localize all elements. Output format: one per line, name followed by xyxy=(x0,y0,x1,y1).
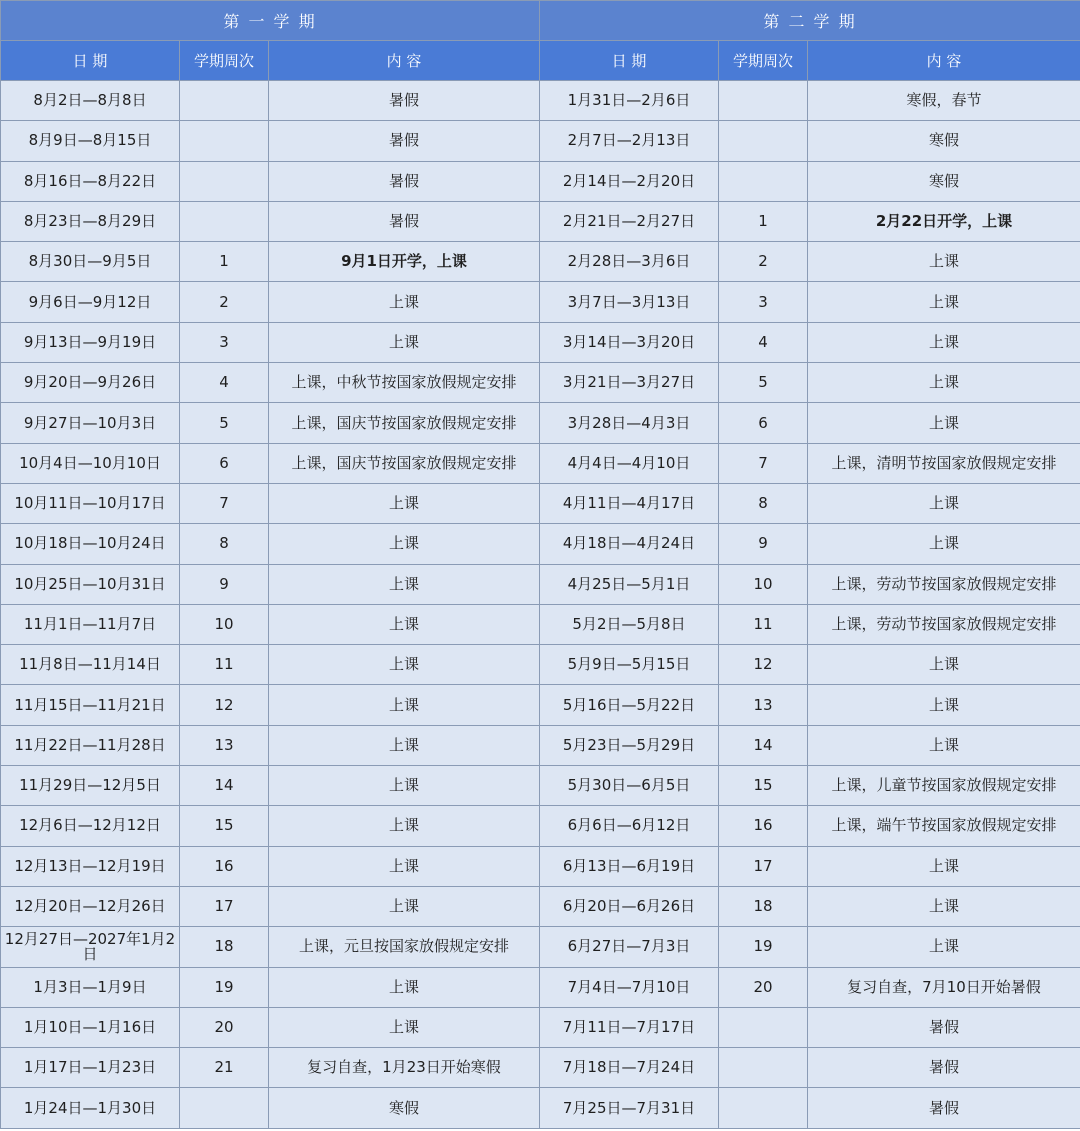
table-row xyxy=(1,604,1080,644)
cell-week-2: 19 xyxy=(719,927,808,967)
cell-date-2: 2月14日—2月20日 xyxy=(540,161,719,201)
cell-content-1: 上课 xyxy=(269,967,540,1007)
cell-week-2: 10 xyxy=(719,564,808,604)
cell-date-2: 5月9日—5月15日 xyxy=(540,645,719,685)
cell-week-2: 8 xyxy=(719,483,808,523)
table-row xyxy=(1,725,1080,765)
table-row xyxy=(1,443,1080,483)
cell-content-2: 上课 xyxy=(808,524,1080,564)
cell-content-2: 上课 xyxy=(808,322,1080,362)
cell-week-2: 20 xyxy=(719,967,808,1007)
cell-date-1: 11月22日—11月28日 xyxy=(1,725,180,765)
cell-date-2: 6月20日—6月26日 xyxy=(540,886,719,926)
cell-date-2: 7月4日—7月10日 xyxy=(540,967,719,1007)
cell-date-2: 2月28日—3月6日 xyxy=(540,242,719,282)
cell-week-1: 19 xyxy=(180,967,269,1007)
cell-content-2: 上课，端午节按国家放假规定安排 xyxy=(808,806,1080,846)
cell-content-2: 暑假 xyxy=(808,1088,1080,1128)
cell-content-1: 上课 xyxy=(269,685,540,725)
cell-date-1: 10月25日—10月31日 xyxy=(1,564,180,604)
cell-date-2: 7月11日—7月17日 xyxy=(540,1007,719,1047)
cell-content-2: 上课 xyxy=(808,483,1080,523)
cell-content-2: 2月22日开学，上课 xyxy=(808,201,1080,241)
cell-week-2: 9 xyxy=(719,524,808,564)
cell-week-2: 17 xyxy=(719,846,808,886)
cell-date-1: 8月30日—9月5日 xyxy=(1,242,180,282)
cell-date-1: 11月15日—11月21日 xyxy=(1,685,180,725)
cell-week-2 xyxy=(719,1007,808,1047)
cell-date-1: 8月23日—8月29日 xyxy=(1,201,180,241)
table-row xyxy=(1,483,1080,523)
cell-date-1: 11月1日—11月7日 xyxy=(1,604,180,644)
cell-week-2 xyxy=(719,1088,808,1128)
cell-content-2: 上课 xyxy=(808,363,1080,403)
cell-date-1: 10月4日—10月10日 xyxy=(1,443,180,483)
cell-content-1: 上课 xyxy=(269,846,540,886)
cell-content-2: 寒假，春节 xyxy=(808,81,1080,121)
cell-content-1: 暑假 xyxy=(269,161,540,201)
cell-content-1: 上课 xyxy=(269,886,540,926)
col-week-2: 学期周次 xyxy=(719,41,808,81)
cell-week-1: 13 xyxy=(180,725,269,765)
cell-date-1: 11月8日—11月14日 xyxy=(1,645,180,685)
table-row xyxy=(1,846,1080,886)
cell-content-2: 上课 xyxy=(808,645,1080,685)
cell-content-1: 上课，国庆节按国家放假规定安排 xyxy=(269,403,540,443)
cell-week-1: 7 xyxy=(180,483,269,523)
cell-week-1: 20 xyxy=(180,1007,269,1047)
cell-week-2 xyxy=(719,81,808,121)
semester-header-row xyxy=(1,1,1080,41)
cell-date-2: 5月16日—5月22日 xyxy=(540,685,719,725)
cell-content-1: 上课 xyxy=(269,766,540,806)
table-row xyxy=(1,1088,1080,1128)
cell-content-2: 上课 xyxy=(808,282,1080,322)
cell-date-2: 4月11日—4月17日 xyxy=(540,483,719,523)
table-row xyxy=(1,242,1080,282)
cell-date-1: 9月6日—9月12日 xyxy=(1,282,180,322)
cell-content-1: 上课 xyxy=(269,483,540,523)
cell-date-1: 1月3日—1月9日 xyxy=(1,967,180,1007)
cell-date-1: 9月20日—9月26日 xyxy=(1,363,180,403)
col-date-2: 日 期 xyxy=(540,41,719,81)
cell-date-2: 6月6日—6月12日 xyxy=(540,806,719,846)
cell-date-1: 12月6日—12月12日 xyxy=(1,806,180,846)
cell-week-1: 11 xyxy=(180,645,269,685)
cell-content-1: 上课，国庆节按国家放假规定安排 xyxy=(269,443,540,483)
table-row xyxy=(1,201,1080,241)
column-header-row xyxy=(1,41,1080,81)
cell-week-2: 11 xyxy=(719,604,808,644)
cell-content-1: 上课 xyxy=(269,806,540,846)
cell-content-1: 上课 xyxy=(269,1007,540,1047)
cell-date-2: 1月31日—2月6日 xyxy=(540,81,719,121)
cell-week-1: 5 xyxy=(180,403,269,443)
cell-date-2: 6月27日—7月3日 xyxy=(540,927,719,967)
table-row xyxy=(1,967,1080,1007)
table-row xyxy=(1,282,1080,322)
cell-date-1: 10月18日—10月24日 xyxy=(1,524,180,564)
cell-content-2: 上课 xyxy=(808,242,1080,282)
cell-date-1: 8月9日—8月15日 xyxy=(1,121,180,161)
table-row xyxy=(1,645,1080,685)
cell-date-2: 3月28日—4月3日 xyxy=(540,403,719,443)
cell-week-1: 21 xyxy=(180,1048,269,1088)
cell-week-1: 15 xyxy=(180,806,269,846)
cell-date-2: 5月30日—6月5日 xyxy=(540,766,719,806)
cell-week-2: 2 xyxy=(719,242,808,282)
table-row xyxy=(1,81,1080,121)
cell-date-1: 1月17日—1月23日 xyxy=(1,1048,180,1088)
cell-week-2 xyxy=(719,121,808,161)
cell-date-2: 2月21日—2月27日 xyxy=(540,201,719,241)
cell-content-2: 上课 xyxy=(808,403,1080,443)
cell-date-1: 10月11日—10月17日 xyxy=(1,483,180,523)
table-row xyxy=(1,403,1080,443)
cell-date-1: 9月27日—10月3日 xyxy=(1,403,180,443)
cell-date-1: 12月27日—2027年1月2日 xyxy=(1,927,180,967)
cell-date-1: 11月29日—12月5日 xyxy=(1,766,180,806)
cell-content-1: 暑假 xyxy=(269,201,540,241)
cell-week-1: 17 xyxy=(180,886,269,926)
table-row xyxy=(1,564,1080,604)
cell-week-1: 2 xyxy=(180,282,269,322)
cell-week-2: 15 xyxy=(719,766,808,806)
cell-week-2 xyxy=(719,161,808,201)
col-content-2: 内 容 xyxy=(808,41,1080,81)
cell-content-2: 上课，劳动节按国家放假规定安排 xyxy=(808,604,1080,644)
cell-content-2: 上课 xyxy=(808,846,1080,886)
cell-content-1: 9月1日开学，上课 xyxy=(269,242,540,282)
cell-content-1: 上课 xyxy=(269,282,540,322)
cell-date-2: 7月18日—7月24日 xyxy=(540,1048,719,1088)
cell-content-2: 暑假 xyxy=(808,1007,1080,1047)
table-row xyxy=(1,927,1080,967)
cell-content-1: 上课 xyxy=(269,604,540,644)
cell-week-1 xyxy=(180,121,269,161)
cell-content-2: 上课，儿童节按国家放假规定安排 xyxy=(808,766,1080,806)
cell-week-1 xyxy=(180,81,269,121)
cell-content-1: 上课，中秋节按国家放假规定安排 xyxy=(269,363,540,403)
cell-content-1: 上课 xyxy=(269,564,540,604)
cell-week-2: 7 xyxy=(719,443,808,483)
cell-week-2: 14 xyxy=(719,725,808,765)
cell-content-2: 寒假 xyxy=(808,161,1080,201)
cell-week-1: 12 xyxy=(180,685,269,725)
cell-week-2: 16 xyxy=(719,806,808,846)
cell-content-1: 暑假 xyxy=(269,81,540,121)
cell-week-1 xyxy=(180,161,269,201)
cell-date-1: 8月2日—8月8日 xyxy=(1,81,180,121)
table-row xyxy=(1,121,1080,161)
cell-week-1: 10 xyxy=(180,604,269,644)
table-row xyxy=(1,1048,1080,1088)
cell-week-1: 14 xyxy=(180,766,269,806)
cell-date-2: 4月25日—5月1日 xyxy=(540,564,719,604)
cell-content-1: 上课 xyxy=(269,322,540,362)
semester-1-title: 第 一 学 期 xyxy=(1,1,540,41)
calendar-body xyxy=(1,81,1080,1129)
cell-date-2: 3月7日—3月13日 xyxy=(540,282,719,322)
cell-week-2: 13 xyxy=(719,685,808,725)
semester-2-title: 第 二 学 期 xyxy=(540,1,1080,41)
cell-content-2: 上课 xyxy=(808,927,1080,967)
cell-week-2: 5 xyxy=(719,363,808,403)
cell-content-2: 上课 xyxy=(808,685,1080,725)
cell-week-1: 9 xyxy=(180,564,269,604)
cell-content-2: 上课 xyxy=(808,886,1080,926)
cell-date-2: 4月4日—4月10日 xyxy=(540,443,719,483)
cell-content-1: 上课，元旦按国家放假规定安排 xyxy=(269,927,540,967)
cell-week-1: 3 xyxy=(180,322,269,362)
cell-date-2: 4月18日—4月24日 xyxy=(540,524,719,564)
cell-week-1: 4 xyxy=(180,363,269,403)
cell-date-1: 12月13日—12月19日 xyxy=(1,846,180,886)
table-row xyxy=(1,161,1080,201)
cell-week-2: 1 xyxy=(719,201,808,241)
cell-week-2 xyxy=(719,1048,808,1088)
cell-week-1: 8 xyxy=(180,524,269,564)
cell-content-1: 寒假 xyxy=(269,1088,540,1128)
cell-week-1: 6 xyxy=(180,443,269,483)
cell-content-1: 上课 xyxy=(269,645,540,685)
col-date-1: 日 期 xyxy=(1,41,180,81)
cell-content-2: 上课，劳动节按国家放假规定安排 xyxy=(808,564,1080,604)
cell-week-1: 18 xyxy=(180,927,269,967)
cell-week-2: 4 xyxy=(719,322,808,362)
cell-date-2: 3月21日—3月27日 xyxy=(540,363,719,403)
cell-week-1: 16 xyxy=(180,846,269,886)
cell-date-1: 1月10日—1月16日 xyxy=(1,1007,180,1047)
table-row xyxy=(1,766,1080,806)
cell-week-2: 12 xyxy=(719,645,808,685)
cell-date-2: 6月13日—6月19日 xyxy=(540,846,719,886)
cell-content-2: 上课，清明节按国家放假规定安排 xyxy=(808,443,1080,483)
cell-week-1: 1 xyxy=(180,242,269,282)
cell-date-1: 8月16日—8月22日 xyxy=(1,161,180,201)
cell-content-2: 暑假 xyxy=(808,1048,1080,1088)
table-row xyxy=(1,363,1080,403)
cell-date-2: 5月23日—5月29日 xyxy=(540,725,719,765)
cell-week-2: 3 xyxy=(719,282,808,322)
cell-content-1: 复习自查，1月23日开始寒假 xyxy=(269,1048,540,1088)
cell-content-1: 上课 xyxy=(269,725,540,765)
cell-content-2: 寒假 xyxy=(808,121,1080,161)
cell-week-1 xyxy=(180,201,269,241)
table-row xyxy=(1,685,1080,725)
cell-date-2: 5月2日—5月8日 xyxy=(540,604,719,644)
table-row xyxy=(1,1007,1080,1047)
cell-date-2: 3月14日—3月20日 xyxy=(540,322,719,362)
cell-content-1: 暑假 xyxy=(269,121,540,161)
table-row xyxy=(1,806,1080,846)
cell-date-2: 2月7日—2月13日 xyxy=(540,121,719,161)
cell-date-1: 9月13日—9月19日 xyxy=(1,322,180,362)
col-content-1: 内 容 xyxy=(269,41,540,81)
cell-date-2: 7月25日—7月31日 xyxy=(540,1088,719,1128)
cell-content-2: 上课 xyxy=(808,725,1080,765)
cell-week-2: 6 xyxy=(719,403,808,443)
table-row xyxy=(1,886,1080,926)
table-row xyxy=(1,322,1080,362)
cell-week-2: 18 xyxy=(719,886,808,926)
cell-week-1 xyxy=(180,1088,269,1128)
cell-content-2: 复习自查，7月10日开始暑假 xyxy=(808,967,1080,1007)
cell-date-1: 1月24日—1月30日 xyxy=(1,1088,180,1128)
cell-content-1: 上课 xyxy=(269,524,540,564)
cell-date-1: 12月20日—12月26日 xyxy=(1,886,180,926)
col-week-1: 学期周次 xyxy=(180,41,269,81)
table-row xyxy=(1,524,1080,564)
